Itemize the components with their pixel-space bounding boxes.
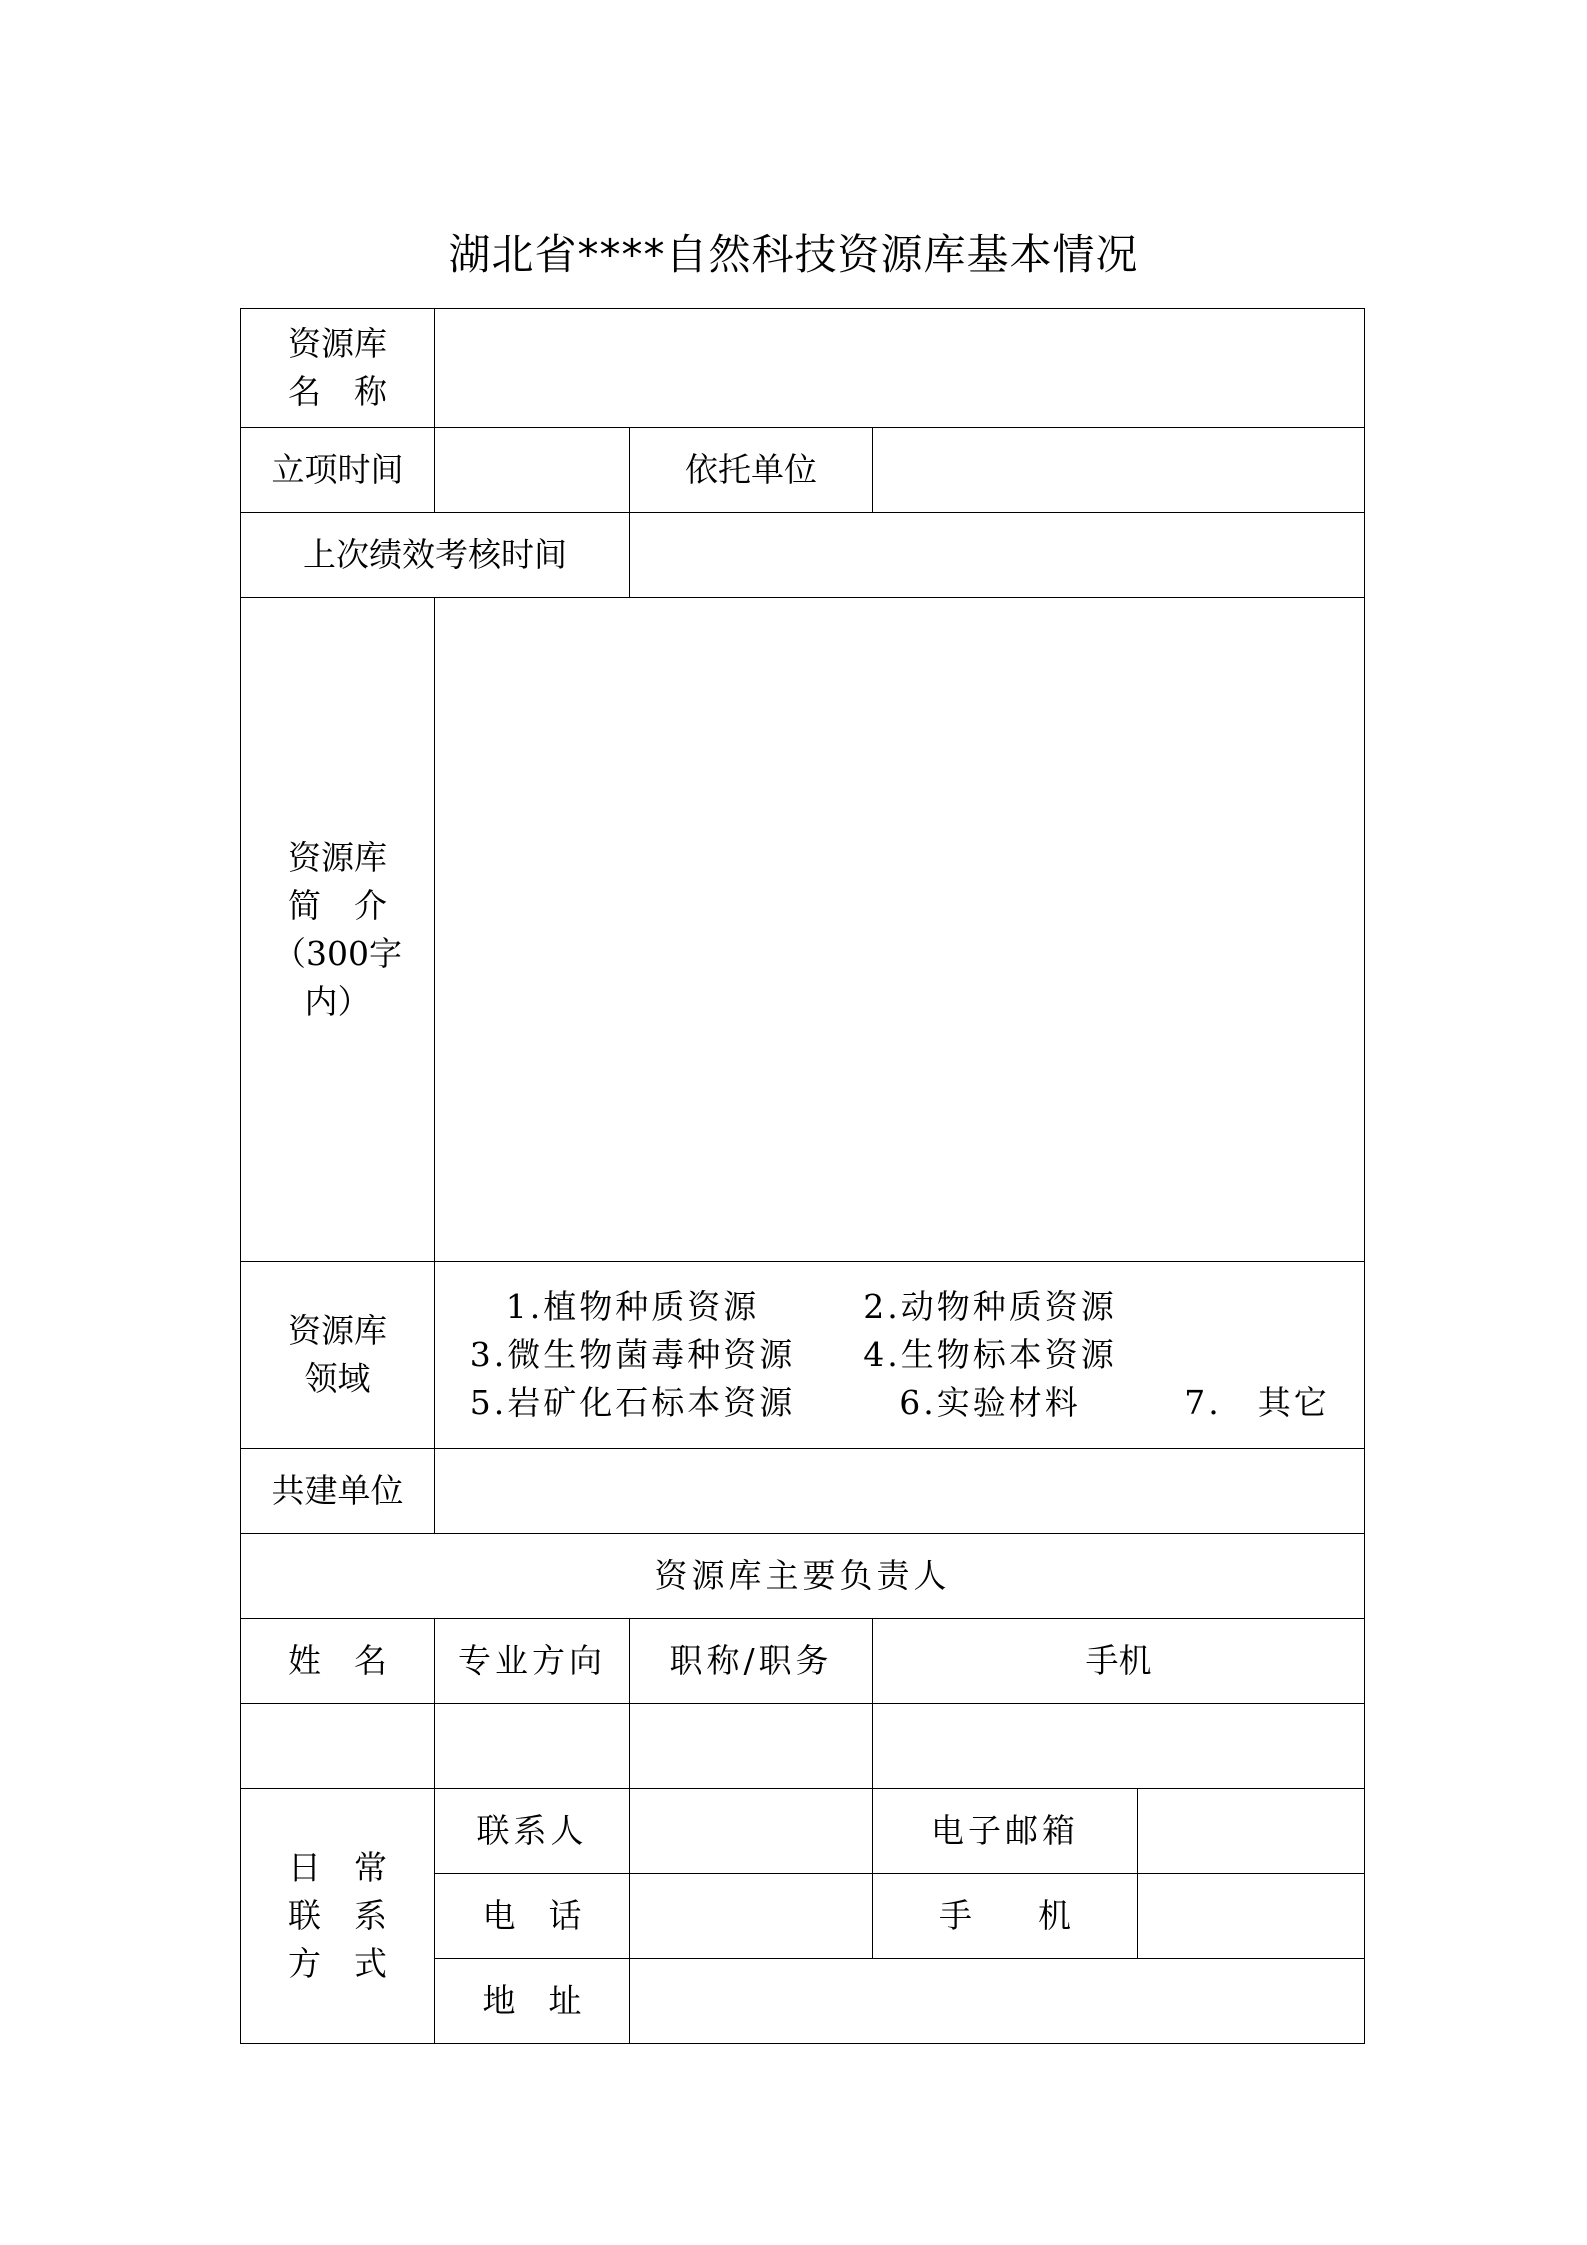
field-option[interactable] — [1150, 1283, 1364, 1331]
project-time-label: 立项时间 — [241, 428, 435, 513]
contact-label — [241, 1789, 435, 2044]
contact-label-line2: 联 系 — [288, 1896, 387, 1935]
mobile-label: 手 机 — [873, 1874, 1138, 1959]
intro-label — [241, 598, 435, 1262]
field-option[interactable]: 4.生物标本资源 — [863, 1335, 1117, 1374]
mobile-value-cell[interactable] — [1138, 1874, 1365, 1959]
intro-label-line4: 内） — [304, 981, 371, 1021]
phone-label: 电 话 — [435, 1874, 630, 1959]
field-option[interactable]: 5.岩矿化石标本资源 — [469, 1383, 796, 1422]
field-option[interactable]: 3.微生物菌毒种资源 — [469, 1335, 796, 1374]
contact-person-label: 联系人 — [435, 1789, 630, 1874]
leader-header-major: 专业方向 — [435, 1619, 630, 1704]
project-time-value-cell[interactable] — [435, 428, 630, 513]
last-review-label: 上次绩效考核时间 — [241, 513, 630, 598]
leader-header-title: 职称/职务 — [630, 1619, 873, 1704]
intro-label-line2: 简 介 — [288, 885, 387, 925]
field-label-line2: 领域 — [304, 1359, 371, 1398]
field-option[interactable] — [1150, 1331, 1364, 1379]
field-option[interactable]: 1.植物种质资源 — [505, 1287, 760, 1326]
intro-value-cell[interactable] — [435, 598, 1365, 1262]
info-form-table — [240, 308, 1365, 2044]
address-value-cell[interactable] — [630, 1959, 1365, 2044]
host-unit-label: 依托单位 — [630, 428, 873, 513]
name-value-cell[interactable] — [435, 309, 1365, 428]
leader-header-mobile: 手机 — [873, 1619, 1365, 1704]
contact-label-line3: 方 式 — [288, 1944, 387, 1983]
phone-value-cell[interactable] — [630, 1874, 873, 1959]
field-label — [241, 1262, 435, 1449]
intro-label-line1: 资源库 — [288, 837, 387, 877]
email-value-cell[interactable] — [1138, 1789, 1365, 1874]
name-label-line1: 资源库 — [288, 324, 387, 363]
field-option[interactable]: 7. 其它 — [1184, 1383, 1330, 1422]
contact-label-line1: 日 常 — [288, 1848, 387, 1887]
intro-label-line3: （300字 — [273, 933, 402, 973]
leader-name-cell[interactable] — [241, 1704, 435, 1789]
leader-section-heading: 资源库主要负责人 — [241, 1534, 1365, 1619]
co-unit-label: 共建单位 — [241, 1449, 435, 1534]
last-review-value-cell[interactable] — [630, 513, 1365, 598]
field-options-row — [435, 1283, 1364, 1331]
address-label: 地 址 — [435, 1959, 630, 2044]
field-option[interactable]: 2.动物种质资源 — [863, 1287, 1117, 1326]
email-label: 电子邮箱 — [873, 1789, 1138, 1874]
leader-title-cell[interactable] — [630, 1704, 873, 1789]
co-unit-value-cell[interactable] — [435, 1449, 1365, 1534]
field-option[interactable]: 6.实验材料 — [899, 1383, 1081, 1422]
page-title: 湖北省****自然科技资源库基本情况 — [448, 230, 1139, 279]
field-options-cell — [435, 1262, 1365, 1449]
leader-header-name: 姓 名 — [241, 1619, 435, 1704]
leader-mobile-cell[interactable] — [873, 1704, 1365, 1789]
field-options-row — [435, 1379, 1364, 1427]
contact-person-value-cell[interactable] — [630, 1789, 873, 1874]
field-label-line1: 资源库 — [288, 1311, 387, 1350]
name-label-line2: 名 称 — [288, 372, 387, 411]
name-label — [241, 309, 435, 428]
field-options-row — [435, 1331, 1364, 1379]
leader-major-cell[interactable] — [435, 1704, 630, 1789]
host-unit-value-cell[interactable] — [873, 428, 1365, 513]
